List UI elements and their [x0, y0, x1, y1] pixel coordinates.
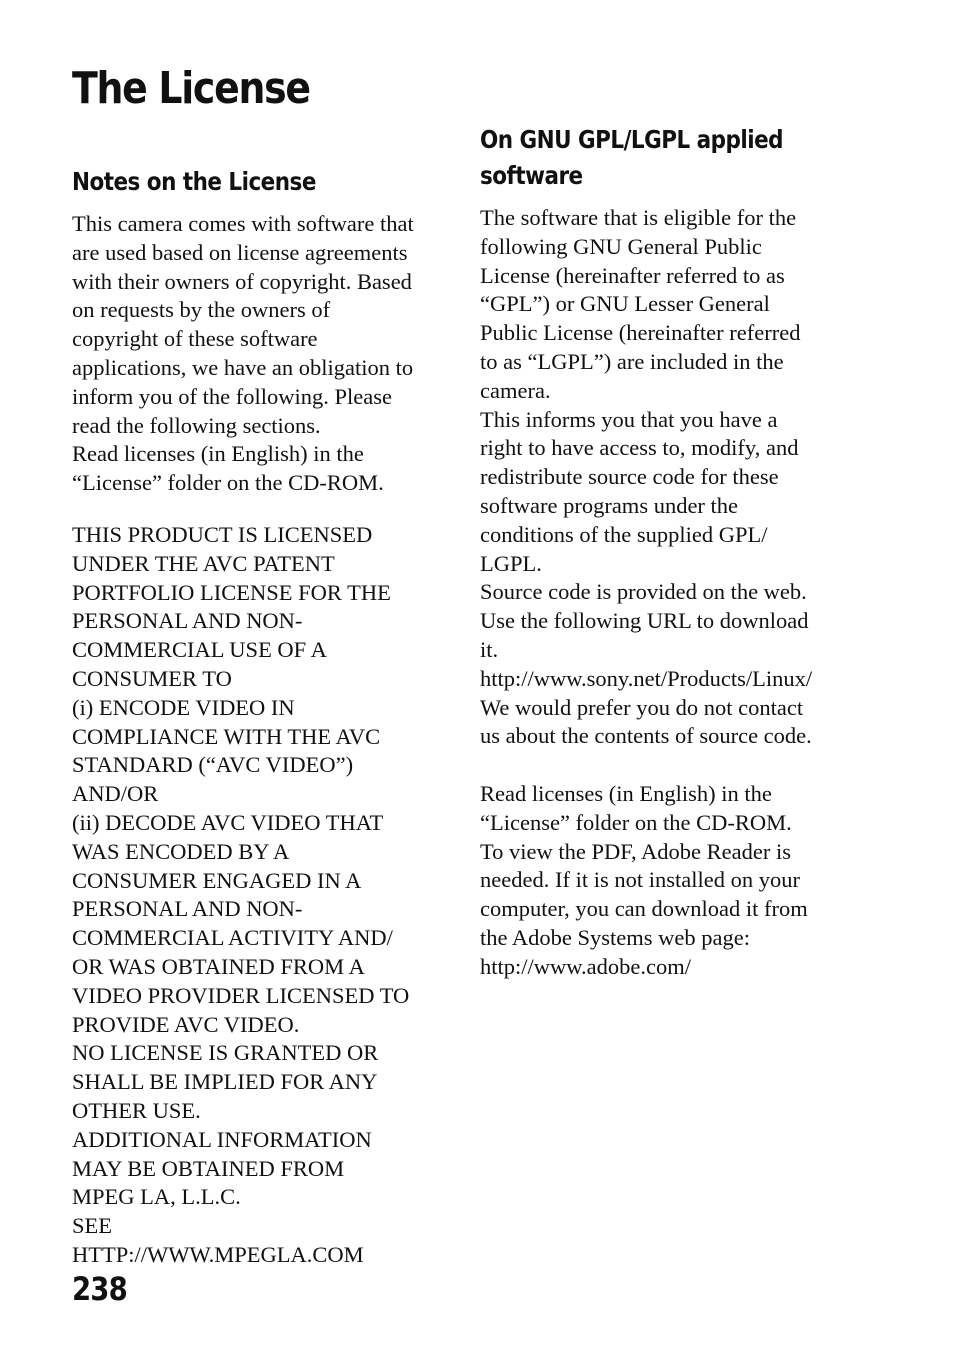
text-line: Source code is provided on the web. — [480, 579, 807, 605]
text-line: computer, you can download it from — [480, 896, 808, 922]
text-line: copyright of these software — [72, 326, 318, 352]
text-line: OR WAS OBTAINED FROM A — [72, 953, 365, 979]
gpl-heading-line: On GNU GPL/LGPL applied — [480, 125, 784, 154]
text-line: “License” folder on the CD-ROM. — [72, 470, 384, 496]
notes-paragraph — [72, 210, 414, 498]
text-line: MPEG LA, L.L.C. — [72, 1184, 241, 1210]
text-line: Use the following URL to download — [480, 608, 809, 634]
text-line: redistribute source code for these — [480, 464, 779, 490]
gpl-heading-line: software — [480, 161, 583, 190]
text-line: LGPL. — [480, 550, 542, 576]
text-line: NO LICENSE IS GRANTED OR — [72, 1040, 379, 1066]
text-line: ADDITIONAL INFORMATION — [72, 1126, 372, 1152]
text-line: The software that is eligible for the — [480, 205, 797, 230]
text-line: This camera comes with software that — [72, 211, 414, 236]
page-title: The License — [72, 63, 310, 114]
text-line: PROVIDE AVC VIDEO. — [72, 1011, 300, 1037]
text-line: applications, we have an obligation to — [72, 354, 414, 380]
text-line: http://www.adobe.com/ — [480, 953, 692, 979]
text-line: UNDER THE AVC PATENT — [72, 550, 335, 576]
text-line: read the following sections. — [72, 412, 321, 438]
text-line: PERSONAL AND NON- — [72, 896, 303, 922]
text-line: “GPL”) or GNU Lesser General — [480, 291, 770, 317]
text-line: CONSUMER TO — [72, 665, 232, 691]
text-line: camera. — [480, 377, 551, 403]
gpl-paragraph — [480, 204, 812, 751]
text-line: the Adobe Systems web page: — [480, 924, 750, 950]
text-line: inform you of the following. Please — [72, 383, 392, 409]
text-line: following GNU General Public — [480, 233, 762, 259]
notes-heading: Notes on the License — [72, 167, 316, 196]
readme-paragraph — [480, 780, 808, 982]
text-line: COMPLIANCE WITH THE AVC — [72, 723, 381, 749]
text-line: software programs under the — [480, 492, 739, 518]
text-line: MAY BE OBTAINED FROM — [72, 1155, 345, 1181]
text-line: right to have access to, modify, and — [480, 435, 799, 461]
text-line: with their owners of copyright. Based — [72, 268, 412, 294]
text-line: COMMERCIAL USE OF A — [72, 637, 327, 663]
text-line: AND/OR — [72, 781, 159, 807]
text-line: We would prefer you do not contact — [480, 694, 804, 720]
text-line: CONSUMER ENGAGED IN A — [72, 867, 362, 893]
text-line: Public License (hereinafter referred — [480, 320, 801, 346]
gpl-heading — [480, 122, 832, 194]
text-line: conditions of the supplied GPL/ — [480, 521, 768, 547]
text-line: PORTFOLIO LICENSE FOR THE — [72, 579, 391, 605]
text-line: License (hereinafter referred to as — [480, 262, 785, 288]
text-line: To view the PDF, Adobe Reader is — [480, 838, 791, 864]
text-line: are used based on license agreements — [72, 239, 408, 265]
text-line: on requests by the owners of — [72, 297, 331, 323]
text-line: us about the contents of source code. — [480, 723, 812, 749]
text-line: PERSONAL AND NON- — [72, 608, 303, 634]
text-line: it. — [480, 636, 499, 662]
text-line: WAS ENCODED BY A — [72, 838, 290, 864]
text-line: needed. If it is not installed on your — [480, 867, 800, 893]
text-line: This informs you that you have a — [480, 406, 778, 432]
text-line: COMMERCIAL ACTIVITY AND/ — [72, 925, 393, 951]
text-line: Read licenses (in English) in the — [480, 781, 772, 806]
text-line: Read licenses (in English) in the — [72, 441, 364, 467]
text-line: STANDARD (“AVC VIDEO”) — [72, 752, 354, 778]
text-line: THIS PRODUCT IS LICENSED — [72, 522, 373, 547]
text-line: “License” folder on the CD-ROM. — [480, 809, 792, 835]
avc-license-notice — [72, 521, 409, 1270]
text-line: HTTP://WWW.MPEGLA.COM — [72, 1241, 364, 1267]
page-number: 238 — [72, 1270, 127, 1308]
text-line: SHALL BE IMPLIED FOR ANY — [72, 1069, 378, 1095]
text-line: http://www.sony.net/Products/Linux/ — [480, 665, 813, 691]
text-line: VIDEO PROVIDER LICENSED TO — [72, 982, 410, 1008]
text-line: to as “LGPL”) are included in the — [480, 348, 784, 374]
text-line: OTHER USE. — [72, 1097, 201, 1123]
text-line: (ii) DECODE AVC VIDEO THAT — [72, 809, 384, 835]
text-line: SEE — [72, 1213, 113, 1239]
text-line: (i) ENCODE VIDEO IN — [72, 694, 295, 720]
